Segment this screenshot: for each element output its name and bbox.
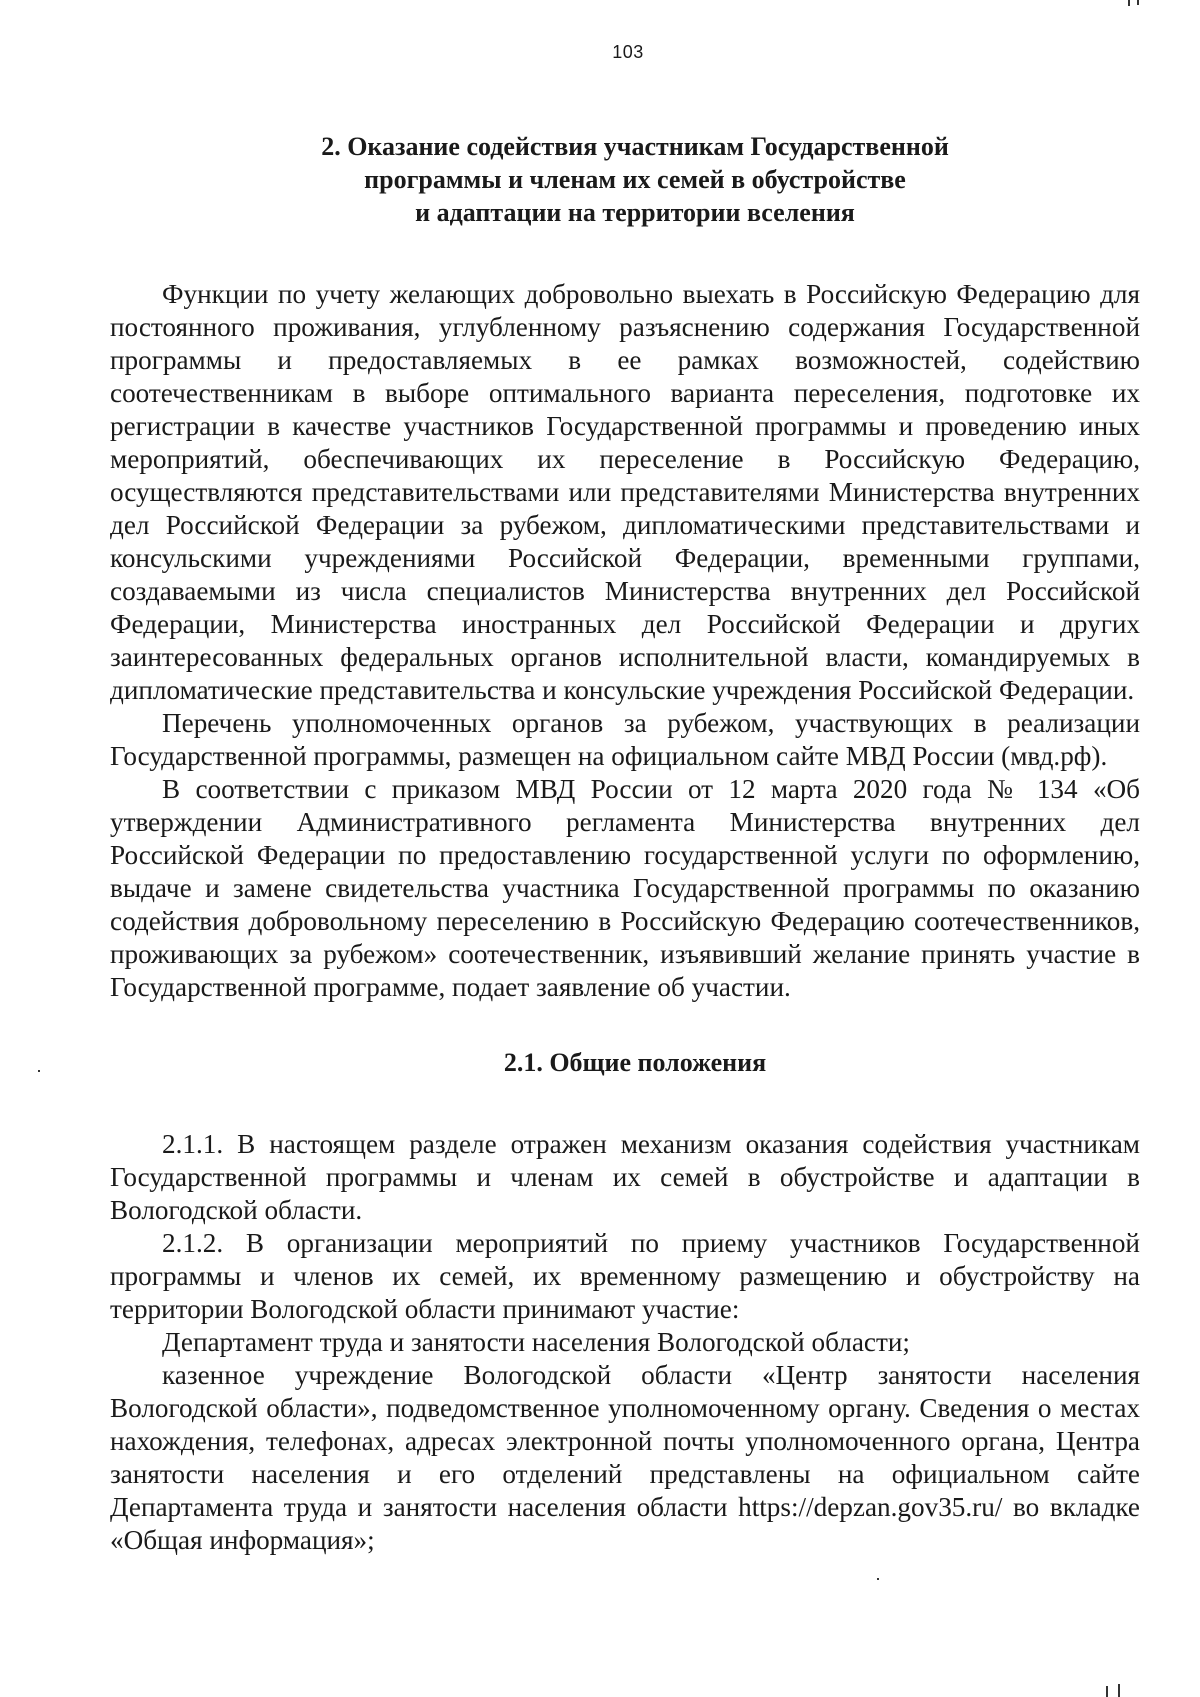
paragraph-authorized-bodies: Перечень уполномоченных органов за рубежом, участвующих в реализации Государственной программы, размещен на официальном сайте МВД России (мвд.рф).	[110, 708, 1140, 771]
scan-mark	[1128, 0, 1130, 6]
section-title	[130, 130, 1140, 229]
subsection-title: 2.1. Общие положения	[503, 1048, 767, 1077]
paragraph-2-1-2: 2.1.2. В организации мероприятий по приему участников Государственной программы и членов их семей, их временному размещению и обустройству на территории Вологодской области принимают участие:	[110, 1228, 1140, 1324]
paragraph-2-1-1: 2.1.1. В настоящем разделе отражен механизм оказания содействия участникам Государственной программы и членам их семей в обустройстве и адаптации в Вологодской области.	[110, 1129, 1140, 1225]
paragraph-functions: Функции по учету желающих добровольно выехать в Российскую Федерацию для постоянного проживания, углубленному разъяснению содержания Государственной программы и предоставляемых в ее рамках возможностей, содействию соотечественникам в выборе оптимального варианта переселения, подготовке их регистрации в качестве участников Государственной программы и проведению иных мероприятий, обеспечивающих их переселение в Российскую Федерацию, осуществляются представительствами или представителями Министерства внутренних дел Российской Федерации за рубежом, дипломатическими представительствами и консульскими учреждениями Российской Федерации, временными группами, создаваемыми из числа специалистов Министерства внутренних дел Российской Федерации, Министерства иностранных дел Российской Федерации и других заинтересованных федеральных органов исполнительной власти, командируемых в дипломатические представительства и консульские учреждения Российской Федерации.	[110, 279, 1140, 705]
paragraph-department: Департамент труда и занятости населения Вологодской области;	[162, 1327, 910, 1357]
scan-mark	[877, 1578, 879, 1580]
paragraph-order-reference: В соответствии с приказом МВД России от 12 марта 2020 года № 134 «Об утверждении Административного регламента Министерства внутренних дел Российской Федерации по предоставлению государственной услуги по оформлению, выдаче и замене свидетельства участника Государственной программы по оказанию содействия добровольному переселению в Российскую Федерацию соотечественников, проживающих за рубежом» соотечественник, изъявивший желание принять участие в Государственной программе, подает заявление об участии.	[110, 774, 1140, 1002]
section-title-line: 2. Оказание содействия участникам Государственной	[321, 132, 949, 161]
section-title-line: и адаптации на территории вселения	[415, 198, 855, 227]
scan-mark	[1118, 1684, 1120, 1697]
scan-mark	[1137, 0, 1139, 5]
document-body	[110, 130, 1140, 1557]
section-title-line: программы и членам их семей в обустройстве	[364, 165, 906, 194]
scan-mark	[38, 1070, 40, 1072]
paragraph-employment-center: казенное учреждение Вологодской области «Центр занятости населения Вологодской области», подведомственное уполномоченному органу. Сведения о местах нахождения, телефонах, адресах электронной почты уполномоченного органа, Центра занятости населения и его отделений представлены на официальном сайте Департамента труда и занятости населения области https://depzan.gov35.ru/ во вкладке «Общая информация»;	[110, 1360, 1140, 1555]
scan-mark	[1106, 1686, 1108, 1697]
page-number: 103	[612, 42, 644, 62]
